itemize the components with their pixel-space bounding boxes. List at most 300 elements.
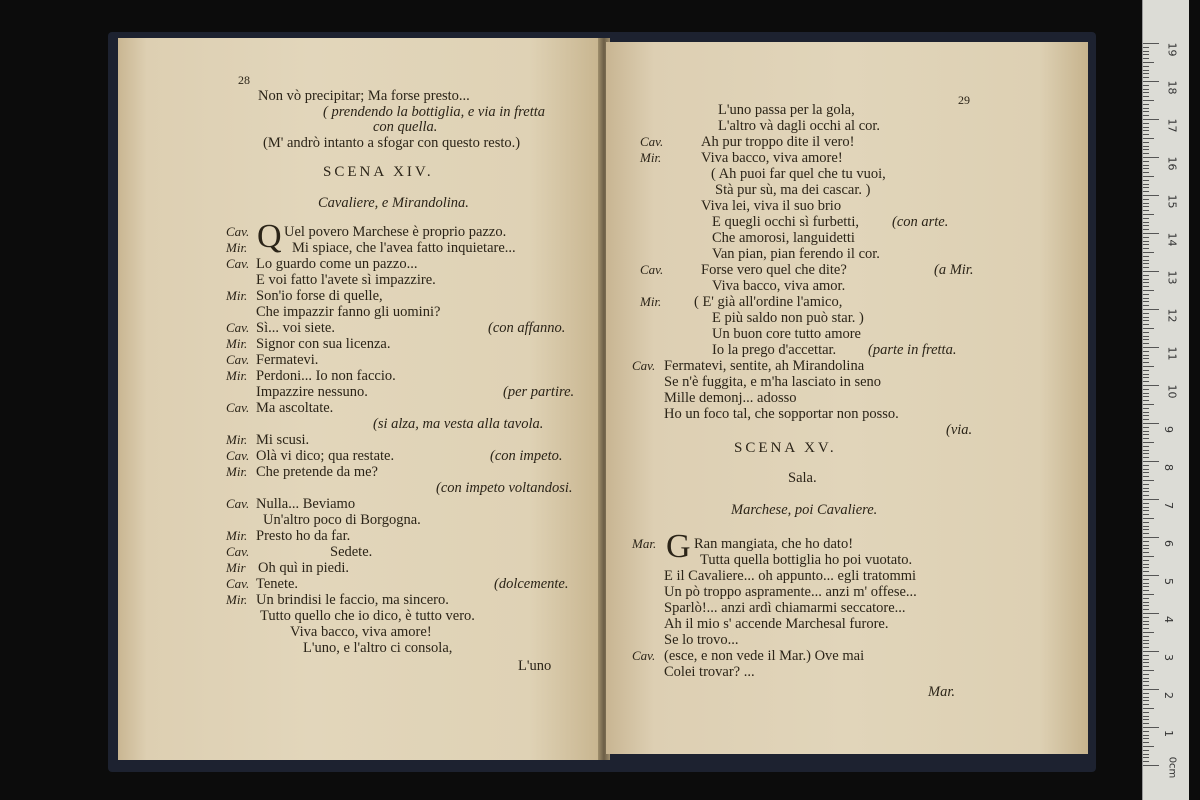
ruler-tick (1143, 191, 1149, 192)
ruler-tick (1143, 571, 1149, 572)
verse-line: Non vò precipitar; Ma forse presto... (258, 88, 470, 104)
verse-line: Viva lei, viva il suo brio (701, 198, 842, 214)
speaker-label: Cav. (640, 134, 664, 149)
ruler-tick (1143, 761, 1149, 762)
ruler-mark: 1 (1162, 730, 1175, 737)
ruler-tick (1143, 305, 1149, 306)
ruler-tick (1143, 659, 1149, 660)
ruler-tick (1143, 712, 1149, 713)
characters-line: Marchese, poi Cavaliere. (731, 502, 878, 518)
speaker-label: Mir (226, 560, 246, 575)
ruler-tick (1143, 358, 1149, 359)
ruler-tick (1143, 510, 1149, 511)
verse-line: Un'altro poco di Borgogna. (263, 512, 421, 528)
drop-cap: G (666, 528, 691, 565)
ruler-tick (1143, 461, 1159, 462)
ruler-mark: 9 (1162, 426, 1175, 433)
verse-line: (esce, e non vede il Mar.) Ove mai (664, 648, 865, 664)
ruler-mark: 15 (1165, 194, 1179, 209)
ruler-tick (1143, 700, 1149, 701)
scene-heading: SCENA XV. (734, 440, 837, 456)
ruler-tick (1143, 130, 1149, 131)
ruler-mark: 10 (1165, 384, 1179, 399)
ruler-tick (1143, 446, 1149, 447)
ruler-mark: 5 (1162, 578, 1175, 585)
ruler-tick (1143, 617, 1149, 618)
speaker-label: Mir. (226, 592, 248, 607)
verse-line: Se lo trovo... (664, 632, 739, 648)
ruler-tick (1143, 488, 1149, 489)
speaker-label: Cav. (226, 576, 250, 591)
ruler-tick (1143, 757, 1149, 758)
verse-line: Colei trovar? ... (664, 664, 755, 680)
ruler-tick (1143, 66, 1149, 67)
verse-line: Che impazzir fanno gli uomini? (256, 304, 441, 320)
stage-direction: (a Mir. (934, 262, 974, 278)
ruler-mark: 17 (1165, 118, 1179, 133)
left-page (118, 38, 602, 760)
stage-direction: (via. (946, 422, 973, 438)
stage-direction: (si alza, ma vesta alla tavola. (373, 416, 544, 432)
ruler-tick (1143, 655, 1149, 656)
ruler-tick (1143, 343, 1149, 344)
verse-line: Un brindisi le faccio, ma sincero. (256, 592, 449, 608)
ruler-tick (1143, 442, 1154, 443)
verse-line: Van pian, pian ferendo il cor. (712, 246, 880, 262)
ruler-tick (1143, 96, 1149, 97)
ruler-tick (1143, 647, 1149, 648)
ruler-tick (1143, 685, 1149, 686)
ruler-tick (1143, 275, 1149, 276)
ruler-tick (1143, 81, 1159, 82)
stage-direction: (con impeto. (490, 448, 563, 464)
ruler-tick (1143, 602, 1149, 603)
ruler-tick (1143, 457, 1149, 458)
characters-line: Cavaliere, e Mirandolina. (318, 195, 469, 211)
ruler-tick (1143, 469, 1149, 470)
ruler-tick (1143, 165, 1149, 166)
verse-line: Perdoni... Io non faccio. (256, 368, 396, 384)
ruler-tick (1143, 347, 1159, 348)
ruler-tick (1143, 613, 1159, 614)
ruler-tick (1143, 244, 1149, 245)
speaker-label: Cav. (226, 448, 250, 463)
speaker-label: Mir. (226, 464, 248, 479)
stage-direction: (con affanno. (488, 320, 566, 336)
stage-direction: (dolcemente. (494, 576, 569, 592)
ruler-tick (1143, 298, 1149, 299)
ruler-mark: 11 (1165, 346, 1179, 361)
ruler-mark: 6 (1162, 540, 1175, 547)
verse-line: Ma ascoltate. (256, 400, 334, 416)
stage-direction: con quella. (373, 119, 438, 135)
verse-line: Fermatevi, sentite, ah Mirandolina (664, 358, 865, 374)
verse-line: Signor con sua licenza. (256, 336, 391, 352)
ruler-tick (1143, 404, 1154, 405)
verse-line: L'uno passa per la gola, (718, 102, 855, 118)
ruler-tick (1143, 476, 1149, 477)
ruler-tick (1143, 697, 1149, 698)
verse-line: Sì... voi siete. (256, 320, 335, 336)
ruler-tick (1143, 670, 1154, 671)
verse-line: E più saldo non può star. ) (712, 310, 864, 326)
ruler-tick (1143, 111, 1149, 112)
ruler-tick (1143, 317, 1149, 318)
ruler-tick (1143, 271, 1159, 272)
ruler-tick (1143, 423, 1159, 424)
ruler-tick (1143, 43, 1159, 44)
ruler-tick (1143, 263, 1149, 264)
verse-line: Son'io forse di quelle, (256, 288, 383, 304)
ruler-tick (1143, 123, 1149, 124)
speaker-label: Cav. (632, 358, 656, 373)
ruler-tick (1143, 507, 1149, 508)
verse-line: Uel povero Marchese è proprio pazzo. (284, 224, 507, 240)
ruler-tick (1143, 157, 1159, 158)
ruler-tick (1143, 746, 1154, 747)
ruler-tick (1143, 225, 1149, 226)
ruler-tick (1143, 267, 1149, 268)
verse-line: E voi fatto l'avete sì impazzire. (256, 272, 436, 288)
page-number: 29 (958, 93, 970, 107)
ruler-tick (1143, 100, 1154, 101)
ruler-tick (1143, 575, 1159, 576)
ruler-tick (1143, 598, 1149, 599)
ruler-tick (1143, 92, 1149, 93)
ruler-tick (1143, 237, 1149, 238)
ruler-tick (1143, 453, 1149, 454)
ruler-tick (1143, 567, 1149, 568)
ruler-tick (1143, 195, 1159, 196)
ruler-tick (1143, 716, 1149, 717)
ruler-tick (1143, 450, 1149, 451)
speaker-label: Mir. (640, 150, 662, 165)
ruler-tick (1143, 605, 1149, 606)
speaker-label: Cav. (226, 256, 250, 271)
ruler-tick (1143, 47, 1149, 48)
ruler-tick (1143, 484, 1149, 485)
ruler-tick (1143, 351, 1149, 352)
ruler-tick (1143, 134, 1149, 135)
scene-setting: Sala. (788, 470, 817, 486)
ruler-tick (1143, 678, 1149, 679)
catchword: L'uno (518, 658, 552, 674)
ruler-tick (1143, 495, 1149, 496)
speaker-label: Mir. (226, 336, 248, 351)
ruler-tick (1143, 408, 1149, 409)
ruler-tick (1143, 389, 1149, 390)
ruler-tick (1143, 731, 1149, 732)
ruler-tick (1143, 149, 1149, 150)
ruler-tick (1143, 427, 1149, 428)
ruler-tick (1143, 180, 1149, 181)
verse-line: Che pretende da me? (256, 464, 378, 480)
ruler-tick (1143, 552, 1149, 553)
ruler-tick (1143, 719, 1149, 720)
ruler-tick (1143, 533, 1149, 534)
page-number: 28 (238, 73, 250, 87)
ruler-mark: 12 (1165, 308, 1179, 323)
ruler-tick (1143, 689, 1159, 690)
ruler-tick (1143, 161, 1149, 162)
ruler-tick (1143, 765, 1159, 766)
ruler-tick (1143, 681, 1149, 682)
ruler-tick (1143, 727, 1159, 728)
ruler-tick (1143, 355, 1149, 356)
ruler-tick (1143, 754, 1149, 755)
stage-direction: (con impeto voltandosi. (436, 480, 573, 496)
verse-line: Tutta quella bottiglia ho poi vuotato. (700, 552, 913, 568)
ruler-tick (1143, 609, 1149, 610)
ruler-tick (1143, 491, 1149, 492)
ruler-mark: 18 (1165, 80, 1179, 95)
ruler-tick (1143, 241, 1149, 242)
ruler-tick (1143, 58, 1149, 59)
ruler-tick (1143, 73, 1149, 74)
verse-line: Oh quì in piedi. (258, 560, 350, 576)
ruler-tick (1143, 176, 1154, 177)
stage-direction: ( prendendo la bottiglia, e via in fretta (323, 104, 546, 120)
verse-line: Olà vi dico; qua restate. (256, 448, 395, 464)
speaker-label: Cav. (226, 496, 250, 511)
ruler-unit-label: 0cm (1166, 756, 1178, 779)
ruler-tick (1143, 248, 1149, 249)
speaker-label: Cav. (226, 352, 250, 367)
scene-heading: SCENA XIV. (323, 164, 434, 180)
verse-line: Fermatevi. (256, 352, 319, 368)
speaker-label: Mir. (226, 240, 248, 255)
ruler-tick (1143, 210, 1149, 211)
ruler-tick (1143, 260, 1149, 261)
ruler-tick (1143, 472, 1149, 473)
verse-line: Lo guardo come un pazzo... (256, 256, 418, 272)
ruler-tick (1143, 214, 1154, 215)
ruler-tick (1143, 564, 1149, 565)
ruler-tick (1143, 735, 1149, 736)
ruler-tick (1143, 146, 1149, 147)
verse-line: Ah pur troppo dite il vero! (701, 134, 855, 150)
verse-line: Tenete. (256, 576, 299, 592)
stage-direction: (con arte. (892, 214, 949, 230)
ruler-tick (1143, 332, 1149, 333)
ruler-tick (1143, 590, 1149, 591)
ruler-tick (1143, 480, 1154, 481)
ruler-tick (1143, 313, 1149, 314)
verse-line: ( Ah puoi far quel che tu vuoi, (711, 166, 886, 182)
speaker-label: Mir. (226, 368, 248, 383)
ruler-tick (1143, 537, 1159, 538)
ruler-tick (1143, 560, 1149, 561)
ruler-tick (1143, 339, 1149, 340)
speaker-label: Cav. (226, 544, 250, 559)
ruler-tick (1143, 286, 1149, 287)
ruler-tick (1143, 624, 1149, 625)
ruler-tick (1143, 127, 1149, 128)
ruler-tick (1143, 153, 1149, 154)
ruler-tick (1143, 385, 1159, 386)
ruler-tick (1143, 374, 1149, 375)
ruler-tick (1143, 643, 1149, 644)
ruler-mark: 13 (1165, 270, 1179, 285)
ruler-tick (1143, 108, 1149, 109)
speaker-label: Cav. (226, 400, 250, 415)
verse-line: Ah il mio s' accende Marchesal furore. (664, 616, 889, 632)
speaker-label: Mir. (226, 528, 248, 543)
ruler-tick (1143, 362, 1149, 363)
verse-line: Che amorosi, languidetti (712, 230, 855, 246)
ruler-tick (1143, 499, 1159, 500)
ruler-tick (1143, 218, 1149, 219)
speaker-label: Cav. (640, 262, 664, 277)
ruler-tick (1143, 51, 1149, 52)
ruler-tick (1143, 294, 1149, 295)
ruler-mark: 3 (1162, 654, 1175, 661)
ruler-tick (1143, 742, 1149, 743)
ruler-tick (1143, 301, 1149, 302)
ruler-tick (1143, 412, 1149, 413)
ruler-tick (1143, 89, 1149, 90)
stage-direction: (parte in fretta. (868, 342, 957, 358)
ruler-tick (1143, 693, 1149, 694)
ruler-tick (1143, 632, 1154, 633)
ruler-tick (1143, 750, 1149, 751)
speaker-label: Mir. (226, 432, 248, 447)
verse-line: Stà pur sù, ma dei cascar. ) (715, 182, 871, 198)
ruler-mark: 8 (1162, 464, 1175, 471)
ruler-tick (1143, 556, 1154, 557)
ruler-tick (1143, 199, 1149, 200)
speaker-label: Cav. (226, 224, 250, 239)
ruler-tick (1143, 708, 1154, 709)
ruler-tick (1143, 184, 1149, 185)
ruler-tick (1143, 377, 1149, 378)
verse-line: Sparlò!... anzi ardì chiamarmi seccatore... (664, 600, 906, 616)
ruler-tick (1143, 252, 1154, 253)
ruler-mark: 7 (1162, 502, 1175, 509)
ruler-tick (1143, 172, 1149, 173)
ruler-tick (1143, 666, 1149, 667)
stage-direction: (per partire. (503, 384, 575, 400)
ruler-tick (1143, 628, 1149, 629)
verse-line: E quegli occhi sì furbetti, (712, 214, 859, 230)
ruler-tick (1143, 336, 1149, 337)
verse-line: Io la prego d'accettar. (712, 342, 837, 358)
ruler-tick (1143, 583, 1149, 584)
ruler-tick (1143, 738, 1149, 739)
ruler-tick (1143, 438, 1149, 439)
ruler-tick (1143, 119, 1159, 120)
ruler-tick (1143, 393, 1149, 394)
verse-line: (M' andrò intanto a sfogar con questo resto.) (263, 135, 521, 151)
ruler-tick (1143, 434, 1149, 435)
verse-line: Un pò troppo aspramente... anzi m' offese... (664, 584, 917, 600)
ruler-tick (1143, 662, 1149, 663)
ruler-mark: 4 (1162, 616, 1175, 623)
ruler-tick (1143, 203, 1149, 204)
ruler-tick (1143, 138, 1154, 139)
ruler-tick (1143, 290, 1154, 291)
ruler-tick (1143, 233, 1159, 234)
ruler-mark: 16 (1165, 156, 1179, 171)
right-page (606, 42, 1088, 754)
verse-line: Se n'è fuggita, e m'ha lasciato in seno (664, 374, 882, 390)
ruler-tick (1143, 282, 1149, 283)
ruler-tick (1143, 229, 1149, 230)
ruler-tick (1143, 723, 1149, 724)
ruler-tick (1143, 579, 1149, 580)
ruler-tick (1143, 85, 1149, 86)
ruler-tick (1143, 366, 1154, 367)
verse-line: Ho un foco tal, che sopportar non posso. (664, 406, 899, 422)
verse-line: L'altro và dagli occhi al cor. (718, 118, 881, 134)
ruler-tick (1143, 548, 1149, 549)
ruler-tick (1143, 328, 1154, 329)
ruler-tick (1143, 651, 1159, 652)
ruler-tick (1143, 522, 1149, 523)
ruler-tick (1143, 54, 1149, 55)
ruler-tick (1143, 370, 1149, 371)
ruler-tick (1143, 465, 1149, 466)
ruler-tick (1143, 415, 1149, 416)
ruler-tick (1143, 320, 1149, 321)
speaker-label: Mir. (226, 288, 248, 303)
verse-line: Sedete. (330, 544, 373, 560)
ruler-tick (1143, 419, 1149, 420)
verse-line: Forse vero quel che dite? (701, 262, 847, 278)
verse-line: Presto ho da far. (256, 528, 351, 544)
verse-line: ( E' già all'ordine l'amico, (694, 294, 843, 310)
ruler-tick (1143, 77, 1149, 78)
scale-ruler (1142, 0, 1189, 800)
verse-line: L'uno, e l'altro ci consola, (303, 640, 453, 656)
ruler-tick (1143, 187, 1149, 188)
speaker-label: Mar. (632, 536, 657, 551)
ruler-tick (1143, 526, 1149, 527)
verse-line: Viva bacco, viva amore! (290, 624, 432, 640)
ruler-tick (1143, 704, 1149, 705)
ruler-tick (1143, 503, 1149, 504)
ruler-tick (1143, 529, 1149, 530)
ruler-tick (1143, 309, 1159, 310)
ruler-tick (1143, 431, 1149, 432)
ruler-tick (1143, 222, 1149, 223)
ruler-tick (1143, 541, 1149, 542)
verse-line: Viva bacco, viva amore! (701, 150, 843, 166)
ruler-mark: 19 (1165, 42, 1179, 57)
ruler-mark: 14 (1165, 232, 1179, 247)
ruler-tick (1143, 674, 1149, 675)
ruler-tick (1143, 256, 1149, 257)
drop-cap: Q (257, 218, 282, 255)
ruler-tick (1143, 621, 1149, 622)
verse-line: E il Cavaliere... oh appunto... egli tratommi (664, 568, 917, 584)
ruler-tick (1143, 70, 1149, 71)
ruler-tick (1143, 115, 1149, 116)
ruler-tick (1143, 104, 1149, 105)
ruler-tick (1143, 381, 1149, 382)
ruler-tick (1143, 586, 1149, 587)
verse-line: Mille demonj... adosso (664, 390, 797, 406)
ruler-tick (1143, 206, 1149, 207)
verse-line: Mi spiace, che l'avea fatto inquietare... (292, 240, 516, 256)
verse-line: Viva bacco, viva amor. (712, 278, 846, 294)
ruler-tick (1143, 545, 1149, 546)
ruler-tick (1143, 514, 1149, 515)
ruler-tick (1143, 324, 1149, 325)
speaker-label: Cav. (226, 320, 250, 335)
ruler-tick (1143, 400, 1149, 401)
ruler-tick (1143, 142, 1149, 143)
